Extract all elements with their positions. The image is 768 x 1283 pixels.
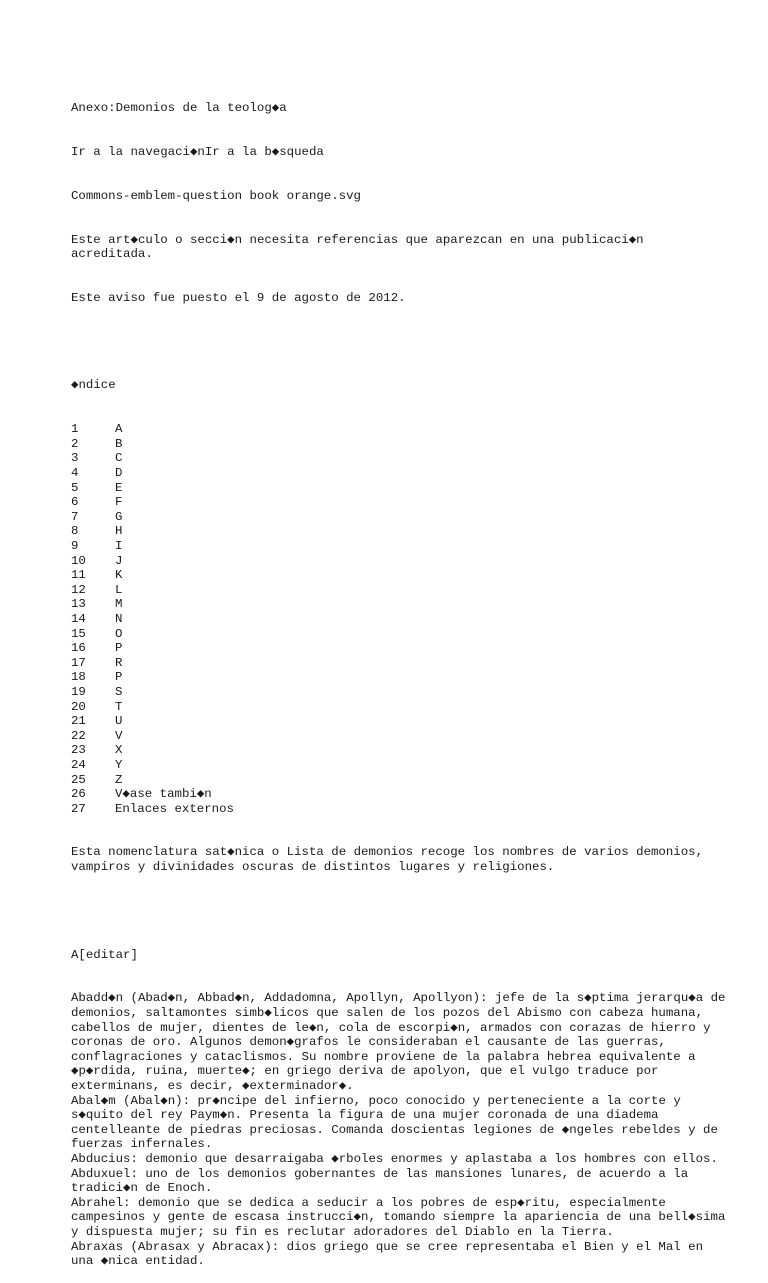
toc-item-label: A <box>115 422 123 437</box>
spacer <box>71 335 731 350</box>
toc-item-label: V <box>115 728 123 743</box>
toc-item-number: 16 <box>71 641 86 656</box>
toc-item-number: 21 <box>71 714 86 729</box>
toc-item[interactable] <box>71 554 731 569</box>
toc-item-label: Y <box>115 757 123 772</box>
toc-item-label: R <box>115 655 123 670</box>
toc-item[interactable] <box>71 758 731 773</box>
document-body <box>71 72 731 1283</box>
nav-links[interactable]: Ir a la navegaci◆nIr a la b◆squeda <box>71 144 324 159</box>
entry-paragraph: Abducius: demonio que desarraigaba ◆rboles enormes y aplastaba a los hombres con ellos. <box>71 1151 718 1166</box>
intro-paragraph: Esta nomenclatura sat◆nica o Lista de demonios recoge los nombres de varios demonios, vampiros y divinidades oscuras de distintos lugares y religiones. <box>71 845 711 875</box>
toc-item-label: X <box>115 743 123 758</box>
notice-text: Este art◆culo o secci◆n necesita referencias que aparezcan en una publicaci◆n acreditada. <box>71 232 652 262</box>
toc-item-label: C <box>115 451 123 466</box>
toc-item[interactable] <box>71 802 731 817</box>
toc-item[interactable] <box>71 787 731 802</box>
entry-paragraph: Abal◆m (Abal◆n): pr◆ncipe del infierno, poco conocido y perteneciente a la corte y s◆quito del rey Paym◆n. Presenta la figura de una mujer coronada de una diadema centelleante de piedras preciosas. Comanda doscientas legiones de ◆ngeles rebeldes y de fuerzas infernales. <box>71 1093 726 1152</box>
toc-item-number: 11 <box>71 568 86 583</box>
toc-item-number: 15 <box>71 626 86 641</box>
toc-item-number: 10 <box>71 553 86 568</box>
toc-item-label: K <box>115 568 123 583</box>
toc-item-number: 6 <box>71 495 79 510</box>
entry-paragraph: Abduxuel: uno de los demonios gobernantes de las mansiones lunares, de acuerdo a la tradici◆n de Enoch. <box>71 1166 696 1196</box>
entry-paragraph: Abrahel: demonio que se dedica a seducir a los pobres de esp◆ritu, especialmente campesinos y gente de escasa instrucci◆n, tomando siempre la apariencia de una bell◆sima y dispuesta mujer; su fin es reclutar adoradores del Diablo en la Tierra. <box>71 1195 733 1239</box>
toc-item-number: 13 <box>71 597 86 612</box>
toc-item[interactable] <box>71 714 731 729</box>
toc-item[interactable] <box>71 729 731 744</box>
toc-item-number: 19 <box>71 684 86 699</box>
toc-item-number: 5 <box>71 480 79 495</box>
toc-item-number: 1 <box>71 422 79 437</box>
toc-item[interactable] <box>71 524 731 539</box>
toc-item-number: 9 <box>71 539 79 553</box>
toc-item-number: 20 <box>71 699 86 714</box>
toc-item-number: 8 <box>71 524 79 539</box>
toc-item-number: 17 <box>71 655 86 670</box>
spacer <box>71 904 731 919</box>
toc-item-label: N <box>115 611 123 626</box>
toc-item-label: S <box>115 684 123 699</box>
toc-item[interactable] <box>71 539 731 554</box>
toc-item-label: E <box>115 480 123 495</box>
toc-item-label: B <box>115 436 123 451</box>
toc-list <box>71 422 731 816</box>
toc-item-label: D <box>115 466 123 481</box>
toc-item[interactable] <box>71 773 731 788</box>
toc-item[interactable] <box>71 612 731 627</box>
toc-item-number: 23 <box>71 743 86 758</box>
toc-item[interactable] <box>71 495 731 510</box>
notice-date: Este aviso fue puesto el 9 de agosto de 2012. <box>71 290 406 305</box>
toc-item-number: 27 <box>71 801 86 816</box>
toc-item[interactable] <box>71 481 731 496</box>
section-heading-a[interactable]: A[editar] <box>71 947 138 962</box>
toc-item-label: O <box>115 626 123 641</box>
toc-item-number: 25 <box>71 772 86 787</box>
toc-item[interactable] <box>71 627 731 642</box>
entry-list <box>71 991 731 1268</box>
toc-item-number: 12 <box>71 582 86 597</box>
toc-item[interactable] <box>71 568 731 583</box>
toc-item-label: I <box>115 539 123 553</box>
toc-item-label: U <box>115 714 123 729</box>
toc-item-number: 14 <box>71 611 86 626</box>
toc-item[interactable] <box>71 510 731 525</box>
toc-item[interactable] <box>71 656 731 671</box>
toc-item[interactable] <box>71 597 731 612</box>
toc-item[interactable] <box>71 422 731 437</box>
toc-item-label: H <box>115 524 123 539</box>
toc-item-label: G <box>115 509 123 524</box>
toc-item-label: Enlaces externos <box>115 801 234 816</box>
toc-item-label: F <box>115 495 123 510</box>
toc-item[interactable] <box>71 641 731 656</box>
page-title: Anexo:Demonios de la teolog◆a <box>71 101 287 116</box>
toc-item-label: P <box>115 670 123 685</box>
toc-item[interactable] <box>71 700 731 715</box>
entry-paragraph: Abadd◆n (Abad◆n, Abbad◆n, Addadomna, Apollyn, Apollyon): jefe de la s◆ptima jerarqu◆a de demonios, saltamontes simb◆licos que salen de los pozos del Abismo con cabeza humana, cabellos de mujer, dientes de le◆n, cola de escorpi◆n, armados con corazas de hierro y coronas de oro. Algunos demon◆grafos le consideraban el causante de las guerras, conflagraciones y cataclismos. Su nombre proviene de la palabra hebrea equivalente a ◆p◆rdida, ruina, muerte◆; en griego deriva de apolyon, que el vulgo traduce por exterminans, es decir, ◆exterminador◆. <box>71 991 733 1093</box>
toc-item[interactable] <box>71 451 731 466</box>
toc-item[interactable] <box>71 583 731 598</box>
toc-item-number: 2 <box>71 436 79 451</box>
toc-item-label: T <box>115 699 123 714</box>
toc-item[interactable] <box>71 685 731 700</box>
toc-item-number: 24 <box>71 757 86 772</box>
toc-item[interactable] <box>71 743 731 758</box>
toc-item-label: V◆ase tambi◆n <box>115 787 212 802</box>
toc-item-label: Z <box>115 772 123 787</box>
toc-item-number: 22 <box>71 728 86 743</box>
toc-item-number: 7 <box>71 509 79 524</box>
toc-item[interactable] <box>71 466 731 481</box>
toc-item-label: P <box>115 641 123 656</box>
toc-item-label: M <box>115 597 123 612</box>
toc-item-label: L <box>115 582 123 597</box>
toc-item-number: 18 <box>71 670 86 685</box>
notice-image-name: Commons-emblem-question book orange.svg <box>71 188 361 203</box>
toc-heading: ◆ndice <box>71 378 116 393</box>
toc-item[interactable] <box>71 670 731 685</box>
toc-item-number: 3 <box>71 451 79 466</box>
toc-item-number: 26 <box>71 787 86 802</box>
toc-item[interactable] <box>71 437 731 452</box>
toc-item-label: J <box>115 553 123 568</box>
entry-paragraph: Abraxas (Abrasax y Abracax): dios griego que se cree representaba el Bien y el Mal en una ◆nica entidad. <box>71 1239 711 1269</box>
toc-item-number: 4 <box>71 466 79 481</box>
